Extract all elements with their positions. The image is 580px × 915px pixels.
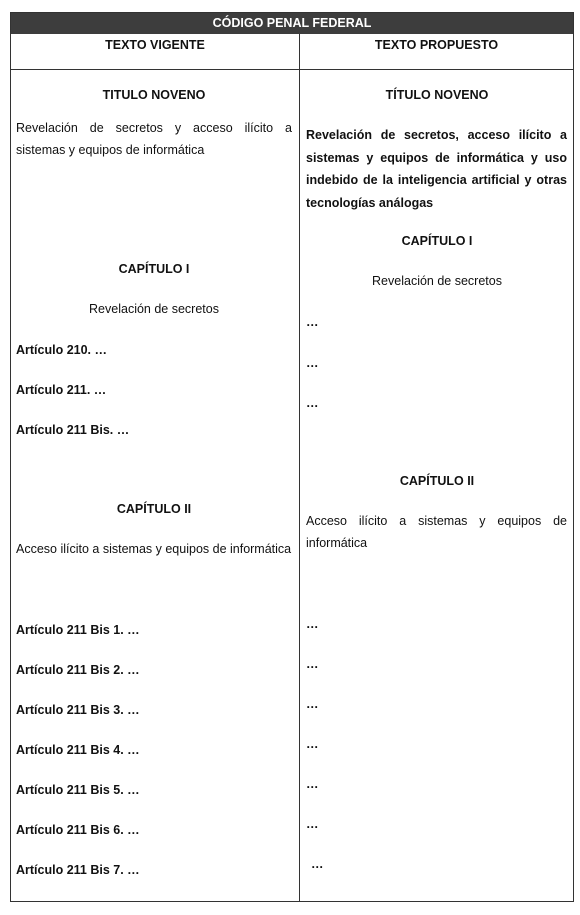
- comparison-table: [10, 12, 574, 902]
- left-article: Artículo 211. …: [16, 383, 107, 397]
- right-chapter-2: CAPÍTULO II: [399, 474, 475, 488]
- right-chapter-1-description: Revelación de secretos: [372, 274, 502, 288]
- left-article: Artículo 211 Bis 5. …: [16, 783, 140, 797]
- right-ellipsis: …: [306, 617, 319, 631]
- right-chapter-2-description: Acceso ilícito a sistemas y equipos de informática: [306, 514, 567, 550]
- left-article: Artículo 211 Bis 3. …: [16, 703, 140, 717]
- left-article: Artículo 211 Bis 6. …: [16, 823, 140, 837]
- right-ellipsis: …: [306, 657, 319, 671]
- left-title-description: Revelación de secretos y acceso ilícito a sistemas y equipos de informática: [16, 121, 292, 157]
- right-ellipsis: …: [306, 777, 319, 791]
- left-article: Artículo 211 Bis. …: [16, 423, 130, 437]
- right-ellipsis: …: [306, 356, 319, 370]
- left-chapter-2: CAPÍTULO II: [116, 502, 192, 516]
- left-article: Artículo 211 Bis 2. …: [16, 663, 140, 677]
- left-chapter-1: CAPÍTULO I: [118, 262, 190, 276]
- column-divider: [299, 34, 300, 901]
- right-ellipsis: …: [311, 857, 324, 871]
- table-title: CÓDIGO PENAL FEDERAL: [11, 13, 573, 34]
- left-article: Artículo 211 Bis 7. …: [16, 863, 140, 877]
- column-header-proposed: TEXTO PROPUESTO: [300, 34, 573, 70]
- right-title: TÍTULO NOVENO: [385, 88, 489, 102]
- left-title: TITULO NOVENO: [102, 88, 206, 102]
- right-ellipsis: …: [306, 817, 319, 831]
- right-ellipsis: …: [306, 737, 319, 751]
- right-ellipsis: …: [306, 315, 319, 329]
- right-title-description: Revelación de secretos, acceso ilícito a sistemas y equipos de informática y uso indebido de la inteligencia artificial y otras tecnologías análogas: [306, 128, 567, 210]
- right-ellipsis: …: [306, 697, 319, 711]
- left-article: Artículo 211 Bis 4. …: [16, 743, 140, 757]
- left-article: Artículo 210. …: [16, 343, 107, 357]
- left-chapter-2-description: Acceso ilícito a sistemas y equipos de informática: [16, 542, 292, 556]
- left-chapter-1-description: Revelación de secretos: [89, 302, 219, 316]
- column-header-current: TEXTO VIGENTE: [11, 34, 299, 70]
- right-ellipsis: …: [306, 396, 319, 410]
- left-article: Artículo 211 Bis 1. …: [16, 623, 140, 637]
- right-chapter-1: CAPÍTULO I: [401, 234, 473, 248]
